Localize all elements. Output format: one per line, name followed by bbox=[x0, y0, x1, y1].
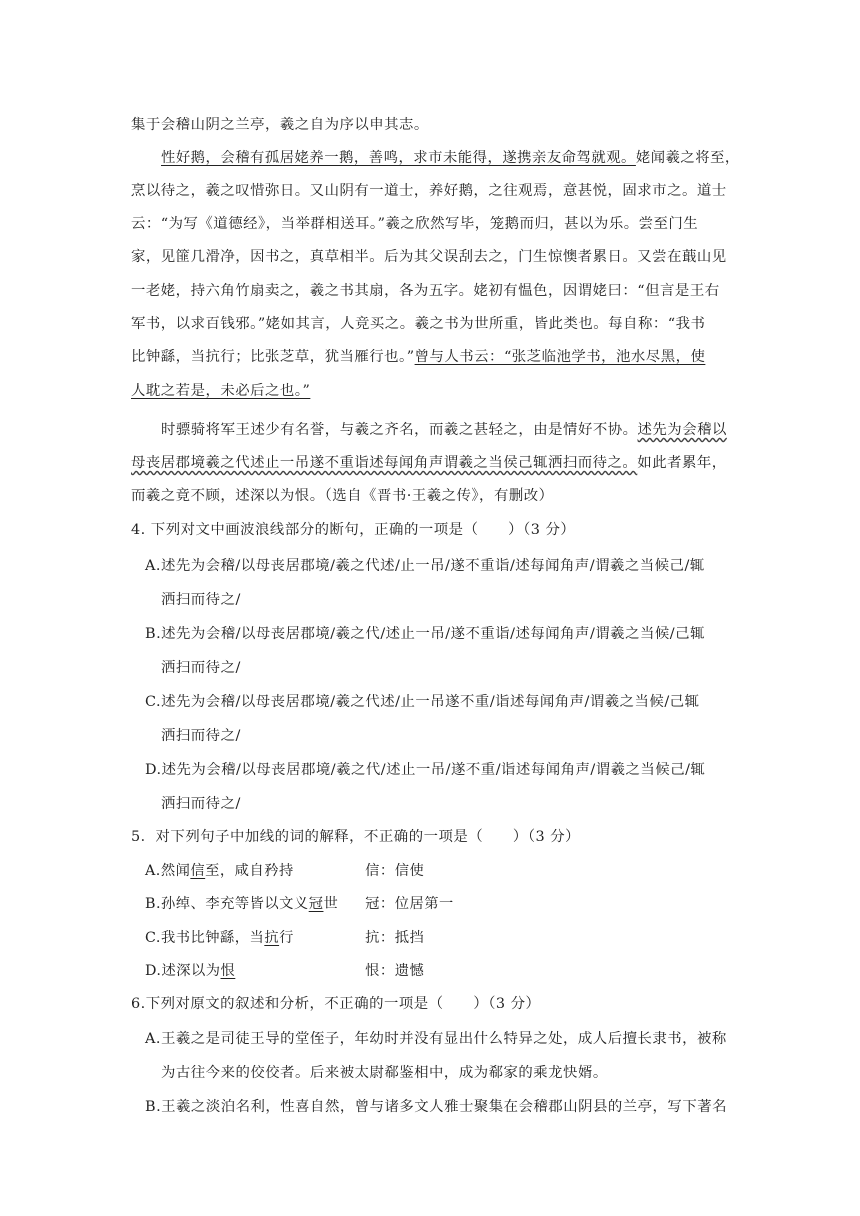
option-text: 至，咸自矜持 bbox=[205, 863, 294, 879]
underlined-word: 抗 bbox=[264, 930, 280, 946]
passage-line bbox=[131, 379, 310, 400]
question-4-option-c-cont: 洒扫而待之/ bbox=[161, 728, 241, 744]
passage-line: 集于会稽山阴之兰亭，羲之自为序以申其志。 bbox=[131, 117, 429, 133]
option-text: 行 bbox=[279, 930, 294, 946]
passage-line bbox=[161, 146, 740, 167]
underlined-sentence: 曾与人书云：“张芝临池学书，池水尽黑，使 bbox=[414, 349, 706, 365]
option-text: 世 bbox=[323, 896, 339, 912]
passage-line bbox=[161, 418, 727, 439]
question-4-option-b-cont: 洒扫而待之/ bbox=[161, 660, 241, 676]
underlined-sentence: 人耽之若是，未必后之也。” bbox=[131, 383, 311, 399]
question-4-option-a: A.述先为会稽/以母丧居郡境/羲之代述/止一吊/遂不重诣/述每闻角声/谓羲之当候己/辄 bbox=[145, 558, 705, 574]
option-gloss: 信：信使 bbox=[365, 863, 425, 879]
passage-line: 家，见篚几滑净，因书之，真草相半。后为其父误刮去之，门生惊懊者累日。又尝在蕺山见 bbox=[131, 249, 727, 265]
underlined-word: 冠 bbox=[308, 896, 324, 912]
question-4-option-c: C.述先为会稽/以母丧居郡境/羲之代述/止一吊遂不重/诣述每闻角声/谓羲之当候/己辄 bbox=[145, 694, 700, 710]
option-gloss: 抗：抵挡 bbox=[365, 930, 425, 946]
question-5-stem: 5．对下列句子中加线的词的解释，不正确的一项是（ ）（3 分） bbox=[131, 829, 581, 845]
question-5-option-a bbox=[145, 859, 740, 880]
passage-text: 时骠骑将军王述少有名誉，与羲之齐名，而羲之甚轻之，由是情好不协。 bbox=[161, 422, 638, 438]
passage-line: 烹以待之，羲之叹惜弥日。又山阴有一道士，养好鹅，之往观焉，意甚悦，固求市之。道士 bbox=[131, 183, 727, 199]
option-text: A.然闻 bbox=[145, 863, 191, 879]
passage-line bbox=[131, 451, 727, 472]
question-5-option-c bbox=[145, 926, 740, 947]
question-5-option-d bbox=[145, 959, 740, 980]
passage-line: 云：“为写《道德经》，当举群相送耳。”羲之欣然写毕，笼鹅而归，甚以为乐。尝至门生 bbox=[131, 216, 699, 232]
underlined-word: 恨 bbox=[220, 963, 236, 979]
passage-text: 姥闻羲之将至， bbox=[635, 150, 740, 166]
underlined-word: 信 bbox=[190, 863, 206, 879]
question-6-option-b: B.王羲之淡泊名利，性喜自然，曾与诸多文人雅士聚集在会稽郡山阴县的兰亭，写下著名 bbox=[145, 1099, 727, 1115]
question-4-option-d-cont: 洒扫而待之/ bbox=[161, 796, 241, 812]
question-4-option-b: B.述先为会稽/以母丧居郡境/羲之代/述止一吊/遂不重诣/述每闻角声/谓羲之当候/己辄 bbox=[145, 626, 705, 642]
option-gloss: 恨：遗憾 bbox=[365, 963, 425, 979]
passage-line: 而羲之竟不顾，述深以为恨。（选自《晋书·王羲之传》，有删改） bbox=[131, 488, 554, 504]
option-text: C.我书比钟繇，当 bbox=[145, 930, 265, 946]
underlined-sentence: 性好鹅，会稽有孤居姥养一鹅，善鸣，求市未能得，遂携亲友命驾就观。 bbox=[161, 150, 636, 166]
passage-line bbox=[131, 345, 705, 366]
question-4-stem: 4. 下列对文中画波浪线部分的断句，正确的一项是（ ）（3 分） bbox=[131, 522, 576, 538]
question-4-option-d: D.述先为会稽/以母丧居郡境/羲之代/述止一吊/遂不重/诣述每闻角声/谓羲之当候己/辄 bbox=[145, 762, 706, 778]
question-6-option-a-cont: 为古往今来的佼佼者。后来被太尉郗鉴相中，成为郗家的乘龙快婿。 bbox=[161, 1065, 608, 1081]
option-gloss: 冠：位居第一 bbox=[365, 896, 454, 912]
wavy-underlined-text: 母丧居郡境羲之代述止一吊遂不重诣述每闻角声谓羲之当侯己辄洒扫而待之。 bbox=[131, 455, 638, 471]
passage-text: 如此者累年， bbox=[637, 455, 727, 471]
question-6-stem: 6.下列对原文的叙述和分析，不正确的一项是（ ）（3 分） bbox=[131, 996, 541, 1012]
wavy-underlined-text: 述先为会稽以 bbox=[637, 422, 727, 438]
option-text: B.孙绰、李充等皆以文义 bbox=[145, 896, 309, 912]
passage-text: 比钟繇，当抗行；比张芝草，犹当雁行也。” bbox=[131, 349, 415, 365]
question-5-option-b bbox=[145, 892, 740, 913]
passage-line: 军书，以求百钱邪。”姥如其言，人竞买之。羲之书为世所重，皆此类也。每自称：“我书 bbox=[131, 316, 706, 332]
option-text: D.述深以为 bbox=[145, 963, 221, 979]
question-6-option-a: A.王羲之是司徒王导的堂侄子，年幼时并没有显出什么特异之处，成人后擅长隶书，被称 bbox=[145, 1031, 727, 1047]
question-4-option-a-cont: 洒扫而待之/ bbox=[161, 592, 241, 608]
passage-line: 一老姥，持六角竹扇卖之，羲之书其扇，各为五字。姥初有愠色，因谓姥曰：“但言是王右 bbox=[131, 283, 720, 299]
